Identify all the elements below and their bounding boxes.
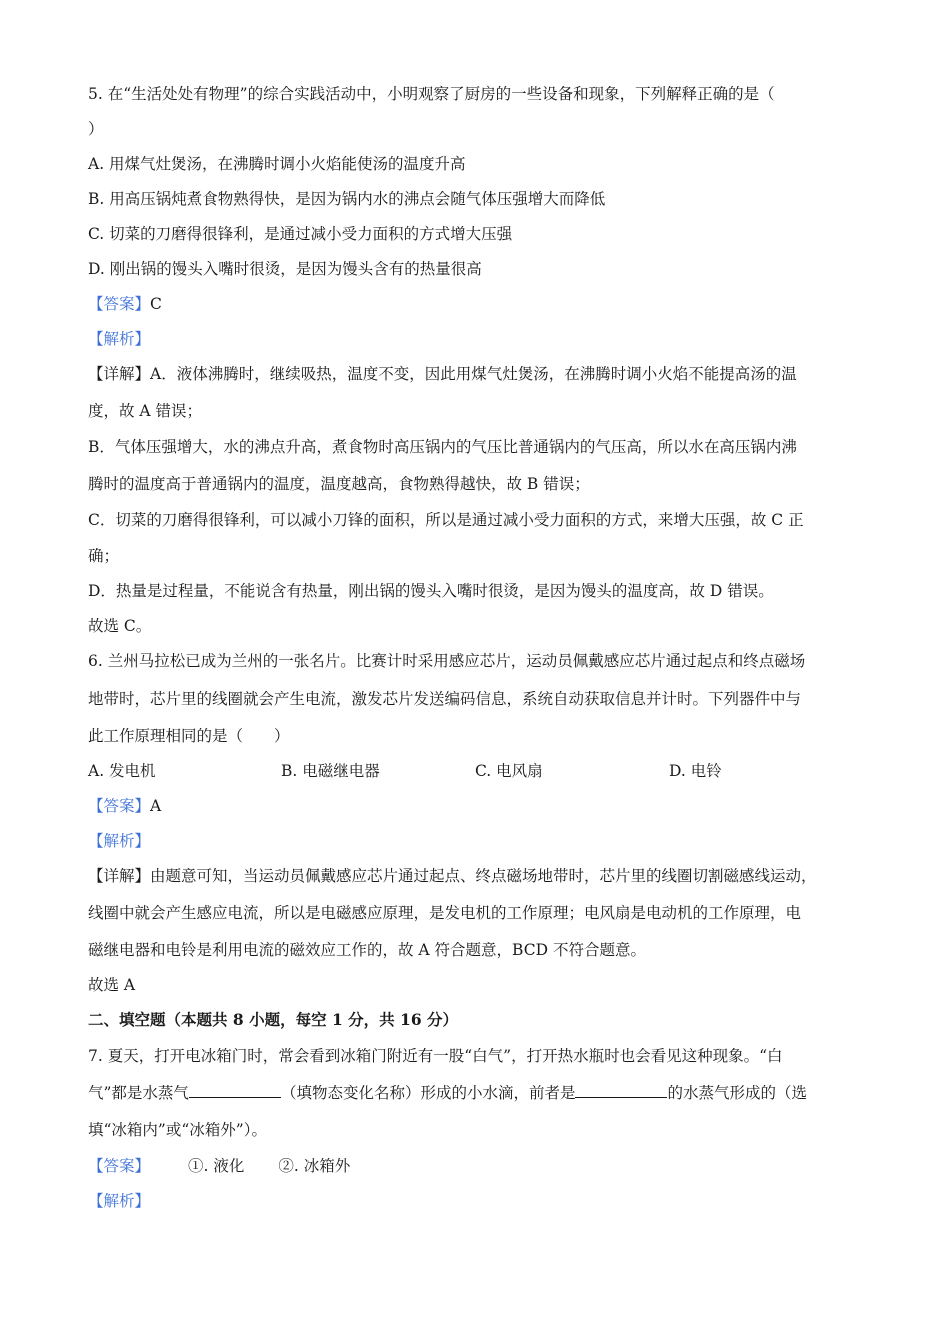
q7-stem-part-a: 气”都是水蒸气	[88, 1084, 189, 1102]
q7-stem-line-2	[88, 1083, 807, 1103]
q6-analysis-tag: 【解析】	[88, 832, 151, 850]
answer-tag: 【答案】	[88, 797, 151, 815]
detail-tag: 【详解】	[88, 867, 151, 885]
answer-value: C	[150, 295, 162, 313]
q5-detail-line-1	[88, 364, 797, 384]
q5-stem-line-2: ）	[88, 120, 104, 138]
q5-detail-line-2: 度，故 A 错误；	[88, 402, 203, 420]
q6-option-d: D. 电铃	[669, 762, 722, 780]
q5-option-a: A. 用煤气灶煲汤，在沸腾时调小火焰能使汤的温度升高	[88, 155, 466, 173]
q6-stem-line-2: 地带时，芯片里的线圈就会产生电流，激发芯片发送编码信息，系统自动获取信息并计时。下列器件中与	[88, 690, 802, 708]
q5-option-b: B. 用高压锅炖煮食物熟得快，是因为锅内水的沸点会随气体压强增大而降低	[88, 190, 606, 208]
q5-detail-line-3: B．气体压强增大，水的沸点升高，煮食物时高压锅内的气压比普通锅内的气压高，所以水在高压锅内沸	[88, 438, 797, 456]
q6-conclusion: 故选 A	[88, 976, 136, 994]
q5-detail-line-6: 确；	[88, 547, 120, 565]
q6-option-b: B. 电磁继电器	[281, 762, 380, 780]
q5-detail-line-7: D．热量是过程量，不能说含有热量，刚出锅的馒头入嘴时很烫，是因为馒头的温度高，故 D 错误。	[88, 582, 774, 600]
q5-option-c: C. 切菜的刀磨得很锋利，是通过减小受力面积的方式增大压强	[88, 225, 513, 243]
q7-analysis-tag: 【解析】	[88, 1192, 151, 1210]
q6-detail-line-1	[88, 866, 817, 886]
section-heading: 二、填空题（本题共 8 小题，每空 1 分，共 16 分）	[88, 1010, 459, 1029]
fill-blank-2	[575, 1083, 667, 1098]
q6-stem-line-1: 6. 兰州马拉松已成为兰州的一张名片。比赛计时采用感应芯片，运动员佩戴感应芯片通过起点和终点磁场	[88, 652, 806, 670]
q5-analysis-tag: 【解析】	[88, 330, 151, 348]
fill-blank-1	[189, 1083, 281, 1098]
q6-answer	[88, 796, 161, 816]
answer-value-2: ②. 冰箱外	[278, 1157, 351, 1175]
answer-value: A	[150, 797, 162, 815]
q6-detail-line-3: 磁继电器和电铃是利用电流的磁效应工作的，故 A 符合题意，BCD 不符合题意。	[88, 941, 646, 959]
answer-tag: 【答案】	[88, 1157, 151, 1175]
q6-option-c: C. 电风扇	[475, 762, 543, 780]
detail-text: 由题意可知，当运动员佩戴感应芯片通过起点、终点磁场地带时，芯片里的线圈切割磁感线运动，	[150, 867, 817, 885]
q7-answer	[88, 1156, 350, 1176]
q7-stem-line-1: 7. 夏天，打开电冰箱门时，常会看到冰箱门附近有一股“白气”，打开热水瓶时也会看见这种现象。“白	[88, 1047, 783, 1065]
q5-answer	[88, 294, 162, 314]
q5-option-d: D. 刚出锅的馒头入嘴时很烫，是因为馒头含有的热量很高	[88, 260, 482, 278]
q7-stem-line-3: 填“冰箱内”或“冰箱外”）。	[88, 1121, 267, 1139]
detail-text: A．液体沸腾时，继续吸热，温度不变，因此用煤气灶煲汤，在沸腾时调小火焰不能提高汤的温	[150, 365, 797, 383]
q7-stem-part-c: 的水蒸气形成的（选	[667, 1084, 807, 1102]
q6-option-a: A. 发电机	[88, 762, 156, 780]
q5-conclusion: 故选 C。	[88, 617, 152, 635]
answer-value-1: ①. 液化	[188, 1157, 245, 1175]
q5-stem-line-1: 5. 在“生活处处有物理”的综合实践活动中，小明观察了厨房的一些设备和现象，下列解释正确的是（	[88, 85, 775, 103]
q5-detail-line-5: C．切菜的刀磨得很锋利，可以减小刀锋的面积，所以是通过减小受力面积的方式，来增大压强，故 C 正	[88, 511, 804, 529]
q6-detail-line-2: 线圈中就会产生感应电流，所以是电磁感应原理，是发电机的工作原理；电风扇是电动机的工作原理，电	[88, 904, 802, 922]
answer-tag: 【答案】	[88, 295, 151, 313]
q6-stem-line-3: 此工作原理相同的是（ ）	[88, 727, 290, 745]
detail-tag: 【详解】	[88, 365, 151, 383]
q7-stem-part-b: （填物态变化名称）形成的小水滴，前者是	[280, 1084, 576, 1102]
q5-detail-line-4: 腾时的温度高于普通锅内的温度，温度越高，食物熟得越快，故 B 错误；	[88, 475, 590, 493]
